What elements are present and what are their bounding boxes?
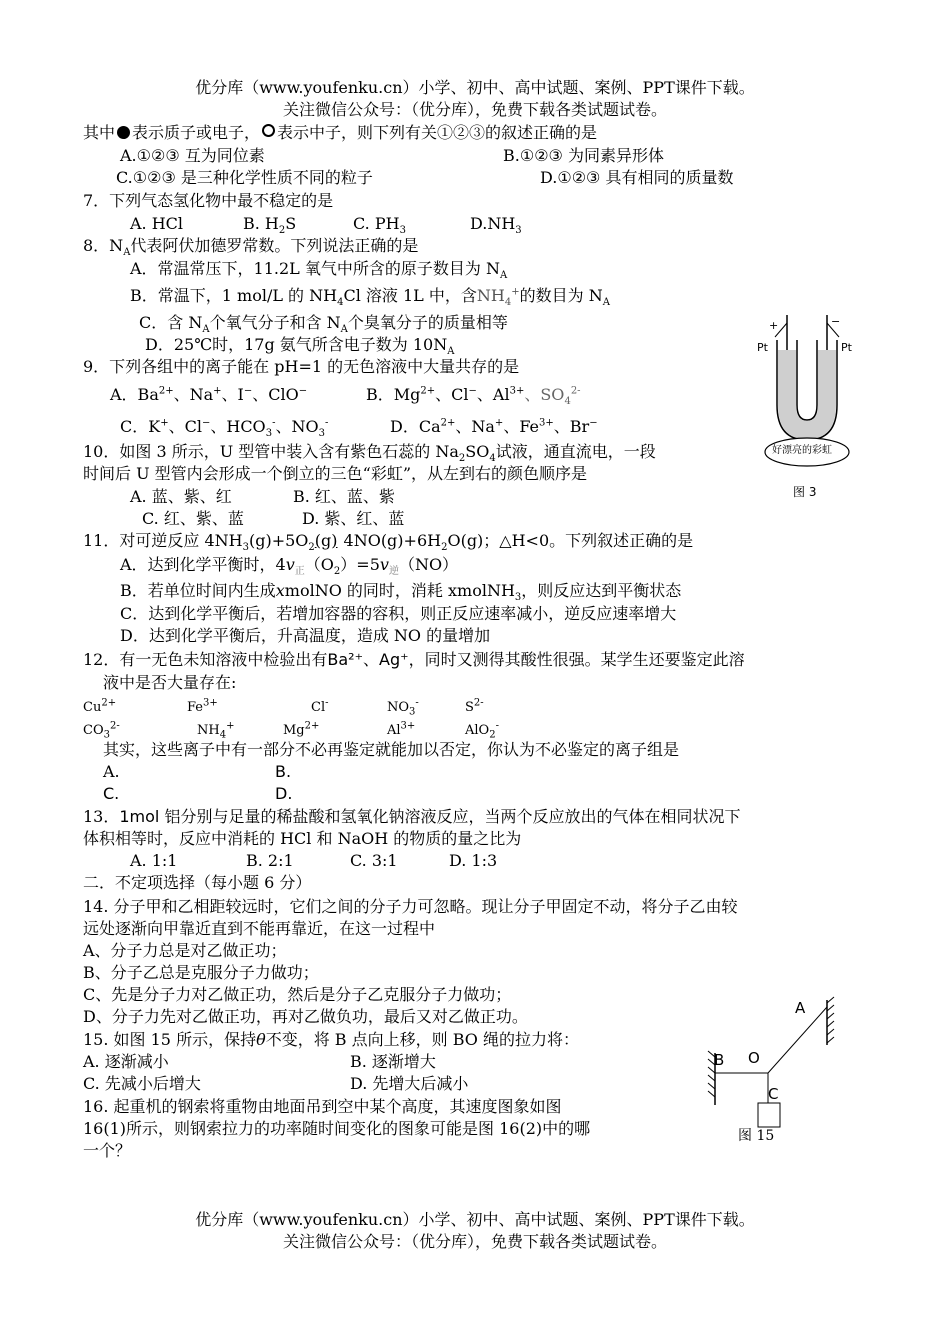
q16-line-2: 16(1)所示，则钢索拉力的功率随时间变化的图象可能是图 16(2)中的哪 [83,1119,591,1138]
minus-label: − [831,315,841,328]
q15-option-b: B. 逐渐增大 [350,1052,436,1071]
header-line-1: 优分库（www.youfenku.cn）小学、初中、高中试题、案例、PPT课件下载。 [195,78,755,97]
q6-stem: 其中 表示质子或电子， 表示中子，则下列有关①②③的叙述正确的是 [83,123,598,142]
label-c: C [768,1085,779,1103]
pt-left-label: Pt [757,341,768,354]
q7-option-a: A. HCl [130,214,184,233]
q10-line-2: 时间后 U 型管内会形成一个倒立的三色“彩虹”，从左到右的颜色顺序是 [83,464,588,483]
q11-option-b: B．若单位时间内生成xmolNO 的同时，消耗 xmolNH$_3$，则反应达到平衡状态 [120,581,682,604]
q6-option-a: A.①②③ 互为同位素 [120,146,265,165]
q10-option-c: C. 红、紫、蓝 [142,509,244,528]
q12-option-c: C. [103,784,120,803]
q11-option-d: D．达到化学平衡后，升高温度，造成 NO 的量增加 [120,626,491,645]
q14-option-d: D、分子力先对乙做正功，再对乙做负功，最后又对乙做正功。 [83,1007,528,1026]
q10-option-a: A. 蓝、紫、红 [130,487,232,506]
figure-15-caption: 图 15 [738,1128,775,1144]
plus-label: + [769,319,779,332]
proton-dot-icon [117,126,130,139]
q15-stem: 15. 如图 15 所示，保持θ不变，将 B 点向上移，则 BO 绳的拉力将： [83,1030,579,1049]
q10-option-b: B. 红、蓝、紫 [293,487,395,506]
q8-stem: 8．$N_A$代表阿伏加德罗常数。下列说法正确的是 [83,236,419,259]
q6-option-b: B.①②③ 为同素异形体 [503,146,664,165]
q12-line-1: 12．有一无色未知溶液中检验出有Ba²⁺、Ag⁺，同时又测得其酸性很强。某学生还要鉴定此溶 [83,650,745,669]
q14-option-b: B、分子乙总是克服分子力做功； [83,963,319,982]
q9-option-c: C．K+、Cl−、$HCO_3^-$、$NO_3^-$ [120,417,329,440]
q9-stem: 9．下列各组中的离子能在 pH=1 的无色溶液中大量共存的是 [83,357,520,376]
q7-option-b: B. $H_2S$ [243,214,297,237]
q10-option-d: D. 紫、红、蓝 [302,509,405,528]
footer-line-2: 关注微信公众号：（优分库），免费下载各类试题试卷。 [282,1232,667,1251]
q15-option-d: D. 先增大后减小 [350,1074,469,1093]
q12-line-2: 液中是否大量存在: [103,673,237,692]
q13-option-c: C. 3:1 [350,851,398,870]
label-b: B [714,1051,725,1069]
q12-option-b: B. [275,762,292,781]
figure-15 [700,995,840,1145]
q7-option-d: $D.NH_3$ [470,214,522,237]
q9-option-b: B．$Mg^{2+}$、Cl−、$Al^{3+}$、$SO_4^{2-}$ [366,385,581,408]
q10-line-1: 10．如图 3 所示，U 型管中装入含有紫色石蕊的 $Na_2SO_4$试液，通直流电，一段 [83,442,656,465]
q8-option-b: B．常温下，1 mol/L 的 $NH_4Cl$ 溶液 1L 中，含$NH_4^+$的数目为 $N_A$ [130,286,610,309]
figure-3-u-tube [755,305,865,500]
q9-option-a: A．$Ba^{2+}$、Na+、I−、ClO− [110,385,308,404]
q11-option-a: A．达到化学平衡时，$4v_正(O_2)=5v_逆(NO)$ [120,555,459,578]
neutron-ring-icon [262,124,275,137]
q12-option-d: D. [275,784,293,803]
q6-option-c: C.①②③ 是三种化学性质不同的粒子 [116,168,373,187]
q14-line-1: 14. 分子甲和乙相距较远时，它们之间的分子力可忽略。现让分子甲固定不动，将分子乙由较 [83,897,738,916]
q13-line-2: 体积相等时，反应中消耗的 HCl 和 NaOH 的物质的量之比为 [83,829,522,848]
q8-option-c: C．含 $N_A$个氧气分子和含 $N_A$个臭氧分子的质量相等 [139,313,508,336]
footer-line-1: 优分库（www.youfenku.cn）小学、初中、高中试题、案例、PPT课件下载。 [195,1210,755,1229]
q16-line-1: 16. 起重机的钢索将重物由地面吊到空中某个高度，其速度图象如图 [83,1097,562,1116]
rainbow-banner: 好漂亮的彩虹 [772,445,832,456]
q12-line-3: 其实，这些离子中有一部分不必再鉴定就能加以否定，你认为不必鉴定的离子组是 [103,740,680,759]
q13-option-b: B. 2:1 [246,851,294,870]
q14-option-a: A、分子力总是对乙做正功； [83,941,287,960]
section-2-heading: 二．不定项选择（每小题 6 分） [83,873,312,892]
q11-stem: 11．对可逆反应 $4NH_3(g)+5O_2(g)$ $4NO(g)+6H_2O(g)$；△H<0。下列叙述正确的是 [83,531,694,554]
q9-option-d: D．$Ca^{2+}$、Na+、$Fe^{3+}$、Br− [390,417,598,436]
pt-right-label: Pt [841,341,852,354]
q16-line-3: 一个？ [83,1141,132,1160]
q12-option-a: A. [103,762,120,781]
q15-option-a: A. 逐渐减小 [83,1052,169,1071]
q15-option-c: C. 先减小后增大 [83,1074,201,1093]
q13-line-1: 13．1mol 铝分别与足量的稀盐酸和氢氧化钠溶液反应，当两个反应放出的气体在相同状况下 [83,807,741,826]
q14-option-c: C、先是分子力对乙做正功，然后是分子乙克服分子力做功； [83,985,512,1004]
q7-option-c: C. $PH_3$ [353,214,406,237]
q7-stem: 7．下列气态氢化物中最不稳定的是 [83,191,334,210]
q13-option-d: D. 1:3 [449,851,498,870]
header-line-2: 关注微信公众号：（优分库），免费下载各类试题试卷。 [282,100,667,119]
q8-option-d: D．25℃时，17g 氨气所含电子数为 $10N_A$ [145,335,455,358]
q13-option-a: A. 1:1 [130,851,178,870]
label-o: O [748,1049,760,1067]
q14-line-2: 远处逐渐向甲靠近直到不能再靠近，在这一过程中 [83,919,436,938]
q11-option-c: C．达到化学平衡后，若增加容器的容积，则正反应速率减小，逆反应速率增大 [120,604,677,623]
figure-3-caption: 图 3 [793,485,817,499]
q6-option-d: D.①②③ 具有相同的质量数 [540,168,734,187]
q8-option-a: A．常温常压下，11.2L 氧气中所含的原子数目为 $N_A$ [130,259,508,282]
label-a: A [795,999,806,1017]
